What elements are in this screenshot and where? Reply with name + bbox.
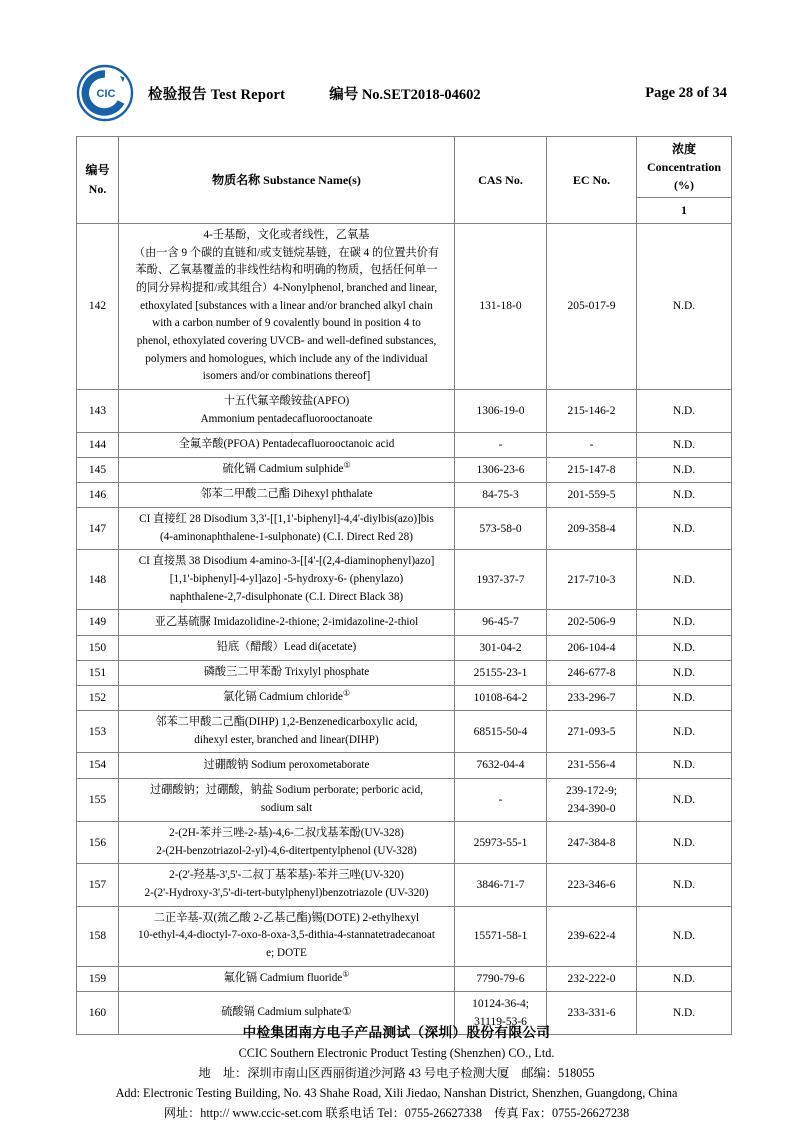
cell-concentration: N.D. [637, 821, 732, 863]
substance-name-line: CI 直接红 28 Disodium 3,3'-[[1,1'-biphenyl]-4,4'-diylbis(azo)]bis [139, 512, 434, 525]
substance-name-line: 过硼酸钠 Sodium peroxometaborate [203, 758, 370, 771]
cell-substance-name [119, 753, 455, 778]
substance-name-line: 苯酚、乙氧基覆盖的非线性结构和明确的物质，包括任何单一 [135, 264, 438, 277]
cell-substance-name [119, 778, 455, 821]
substance-name-line: 二正辛基-双(巯乙酸 2-乙基己酯)锡(DOTE) 2-ethylhexyl [153, 911, 420, 924]
column-header-name-en: Substance Name(s) [263, 172, 361, 187]
page-footer [0, 1022, 793, 1124]
cell-ec-no: 246-677-8 [547, 660, 637, 685]
cell-cas-no: 1306-19-0 [455, 390, 547, 432]
column-header-substance-name [119, 137, 455, 224]
cell-ec-no: 232-222-0 [547, 966, 637, 991]
substance-name-line: 2-(2'-羟基-3',5'-二叔丁基苯基)-苯并三唑(UV-320) [169, 869, 404, 882]
cell-no: 149 [77, 610, 119, 635]
cell-no: 148 [77, 550, 119, 610]
cell-ec-no: 201-559-5 [547, 482, 637, 507]
substance-name-line: sodium salt [260, 801, 313, 814]
cell-concentration: N.D. [637, 685, 732, 710]
cell-concentration: N.D. [637, 550, 732, 610]
table-row [77, 711, 732, 753]
ccic-logo [76, 64, 134, 122]
svg-text:CIC: CIC [96, 88, 116, 100]
cell-concentration: N.D. [637, 906, 732, 966]
cell-concentration: N.D. [637, 660, 732, 685]
cell-concentration: N.D. [637, 635, 732, 660]
substance-name-line: phenol, ethoxylated covering UVCB- and well-defined substances, [136, 335, 437, 348]
cell-substance-name [119, 390, 455, 432]
substance-name-line: e; DOTE [266, 947, 307, 960]
cell-substance-name [119, 223, 455, 389]
cell-ec-no: 215-147-8 [547, 457, 637, 482]
cell-substance-name [119, 906, 455, 966]
table-row [77, 550, 732, 610]
cell-cas-no: 10124-36-4; 31119-53-6 [455, 991, 547, 1034]
cell-substance-name [119, 966, 455, 991]
table-row [77, 685, 732, 710]
substance-name-line: (4-aminonaphthalene-1-sulphonate) (C.I. Direct Red 28) [160, 530, 413, 543]
column-header-no-cn: 编号 [85, 163, 110, 178]
cell-substance-name [119, 550, 455, 610]
cell-ec-no: 231-556-4 [547, 753, 637, 778]
cell-no: 151 [77, 660, 119, 685]
table-row [77, 482, 732, 507]
cell-cas-no: 96-45-7 [455, 610, 547, 635]
cell-ec-no: 239-172-9; 234-390-0 [547, 778, 637, 821]
substance-name-line: ethoxylated [substances with a linear and/or branched alkyl chain [140, 299, 433, 312]
substance-name-line: [1,1'-biphenyl]-4-yl]azo] -5-hydroxy-6- (phenylazo) [169, 573, 404, 586]
cell-substance-name [119, 711, 455, 753]
cell-no: 160 [77, 991, 119, 1034]
table-row [77, 864, 732, 906]
report-number-value: No.SET2018-04602 [361, 86, 481, 103]
cell-substance-name [119, 432, 455, 457]
footer-company-cn: 中检集团南方电子产品测试（深圳）股份有限公司 [242, 1025, 551, 1040]
column-header-conc-cn: 浓度 [671, 142, 696, 156]
cell-cas-no: 7790-79-6 [455, 966, 547, 991]
table-row [77, 660, 732, 685]
substance-table [76, 136, 732, 1035]
page-number: Page 28 of 34 [645, 84, 727, 101]
footer-company-en: CCIC Southern Electronic Product Testing (Shenzhen) CO., Ltd. [238, 1046, 555, 1061]
report-title-cn: 检验报告 [148, 86, 207, 103]
cell-substance-name [119, 610, 455, 635]
footer-address-en: Add: Electronic Testing Building, No. 43 Shahe Road, Xili Jiedao, Nanshan District, Shenzhen, Guangdong, China [115, 1085, 678, 1100]
footnote-marker-icon: ① [342, 969, 350, 979]
cell-no: 154 [77, 753, 119, 778]
cell-no: 152 [77, 685, 119, 710]
cell-ec-no: 233-331-6 [547, 991, 637, 1034]
cell-ec-no: 271-093-5 [547, 711, 637, 753]
table-row [77, 432, 732, 457]
cell-cas-no: 10108-64-2 [455, 685, 547, 710]
cell-no: 147 [77, 507, 119, 549]
cell-cas-no: 68515-50-4 [455, 711, 547, 753]
cell-ec-no: 247-384-8 [547, 821, 637, 863]
substance-name-line: Ammonium pentadecafluorooctanoate [200, 412, 373, 425]
table-header [77, 137, 732, 224]
substance-name-line: 的同分异构提和/或其组合）4-Nonylphenol, branched and linear, [135, 282, 438, 295]
column-subheader-sample-1: 1 [637, 198, 732, 224]
cell-no: 156 [77, 821, 119, 863]
cell-no: 144 [77, 432, 119, 457]
footnote-marker-icon: ① [342, 688, 351, 698]
cell-ec-no: 223-346-6 [547, 864, 637, 906]
substance-name-line: 硫酸镉 Cadmium sulphate① [221, 1006, 352, 1019]
cell-substance-name [119, 660, 455, 685]
page-header [76, 62, 731, 124]
cell-no: 143 [77, 390, 119, 432]
column-header-cas: CAS No. [455, 137, 547, 224]
cell-cas-no: 573-58-0 [455, 507, 547, 549]
cell-concentration: N.D. [637, 482, 732, 507]
cell-concentration: N.D. [637, 991, 732, 1034]
substance-name-line: 2-(2'-Hydroxy-3',5'-di-tert-butylphenyl)benzotriazole (UV-320) [144, 886, 429, 899]
cell-concentration: N.D. [637, 223, 732, 389]
column-header-no-en: No. [88, 181, 107, 196]
cell-concentration: N.D. [637, 457, 732, 482]
cell-no: 142 [77, 223, 119, 389]
column-header-ec: EC No. [547, 137, 637, 224]
cell-cas-no: 1306-23-6 [455, 457, 547, 482]
cell-substance-name [119, 685, 455, 710]
cell-no: 146 [77, 482, 119, 507]
substance-name-line: dihexyl ester, branched and linear(DIHP) [194, 733, 379, 746]
substance-name-line: 氯化镉 Cadmium chloride① [222, 688, 351, 704]
table-row [77, 223, 732, 389]
cell-ec-no: 206-104-4 [547, 635, 637, 660]
cell-ec-no: 217-710-3 [547, 550, 637, 610]
column-header-no [77, 137, 119, 224]
cell-ec-no: 233-296-7 [547, 685, 637, 710]
cell-concentration: N.D. [637, 778, 732, 821]
cell-cas-no: 84-75-3 [455, 482, 547, 507]
report-title [148, 83, 285, 104]
substance-name-line: 2-(2H-benzotriazol-2-yl)-4,6-ditertpentylphenol (UV-328) [156, 844, 417, 857]
substance-name-line: 硫化镉 Cadmium sulphide① [222, 460, 351, 475]
cell-concentration: N.D. [637, 864, 732, 906]
cell-no: 155 [77, 778, 119, 821]
cell-no: 150 [77, 635, 119, 660]
table-row [77, 507, 732, 549]
footnote-marker-icon: ① [343, 460, 351, 470]
table-body [77, 223, 732, 1034]
cell-no: 145 [77, 457, 119, 482]
column-header-concentration [637, 137, 732, 198]
table-row [77, 778, 732, 821]
substance-name-line: 氟化镉 Cadmium fluoride① [223, 969, 350, 984]
table-row [77, 610, 732, 635]
table-row [77, 635, 732, 660]
substance-name-line: 4-壬基酚，文化或者线性，乙氧基 [203, 228, 370, 241]
cell-cas-no: - [455, 778, 547, 821]
cell-substance-name [119, 821, 455, 863]
table-row [77, 753, 732, 778]
cell-substance-name [119, 482, 455, 507]
cell-ec-no: 239-622-4 [547, 906, 637, 966]
footer-address-cn: 地 址：深圳市南山区西丽街道沙河路 43 号电子检测大厦 邮编：518055 [198, 1066, 595, 1081]
substance-name-line: 十五代氟辛酸铵盐(APFO) [223, 395, 350, 408]
column-header-conc-en: Concentration (%) [647, 160, 721, 192]
cell-cas-no: 131-18-0 [455, 223, 547, 389]
substance-name-line: 亚乙基硫脲 Imidazolidine-2-thione; 2-imidazoline-2-thiol [154, 615, 419, 628]
cell-cas-no: 25973-55-1 [455, 821, 547, 863]
substance-name-line: 过硼酸钠；过硼酸，钠盐 Sodium perborate; perboric acid, [149, 784, 424, 797]
substance-name-line: 磷酸三二甲苯酚 Trixylyl phosphate [203, 665, 370, 678]
report-number [329, 83, 480, 104]
report-title-en: Test Report [210, 86, 286, 103]
table-header-row [77, 137, 732, 198]
cell-ec-no: 205-017-9 [547, 223, 637, 389]
cell-substance-name [119, 864, 455, 906]
cell-substance-name [119, 635, 455, 660]
substance-name-line: （由一含 9 个碳的直链和/或支链烷基链，在碳 4 的位置共价有 [133, 246, 440, 259]
cell-ec-no: - [547, 432, 637, 457]
cell-concentration: N.D. [637, 390, 732, 432]
cell-ec-no: 209-358-4 [547, 507, 637, 549]
substance-name-line: isomers and/or combinations thereof] [202, 370, 371, 383]
report-number-label: 编号 [329, 86, 359, 103]
cell-cas-no: 25155-23-1 [455, 660, 547, 685]
cell-no: 157 [77, 864, 119, 906]
cell-concentration: N.D. [637, 711, 732, 753]
substance-name-line: 2-(2H-苯并三唑-2-基)-4,6-二叔戊基苯酚(UV-328) [169, 826, 404, 839]
cell-cas-no: 301-04-2 [455, 635, 547, 660]
substance-name-line: 邻苯二甲酸二己酯(DIHP) 1,2-Benzenedicarboxylic acid, [155, 716, 418, 729]
cell-cas-no: 7632-04-4 [455, 753, 547, 778]
cell-substance-name [119, 457, 455, 482]
table-row [77, 966, 732, 991]
table-row [77, 906, 732, 966]
cell-cas-no: - [455, 432, 547, 457]
substance-name-line: 邻苯二甲酸二己酯 Dihexyl phthalate [200, 488, 373, 501]
substance-name-line: 铅底（醋酸）Lead di(acetate) [216, 640, 357, 653]
substance-name-line: CI 直接黑 38 Disodium 4-amino-3-[[4'-[(2,4-diaminophenyl)azo] [138, 555, 435, 568]
cell-concentration: N.D. [637, 753, 732, 778]
cell-concentration: N.D. [637, 610, 732, 635]
cell-cas-no: 15571-58-1 [455, 906, 547, 966]
cell-no: 159 [77, 966, 119, 991]
cell-ec-no: 202-506-9 [547, 610, 637, 635]
cell-no: 153 [77, 711, 119, 753]
substance-name-line: with a carbon number of 9 covalently bound in position 4 to [152, 317, 421, 330]
cell-ec-no: 215-146-2 [547, 390, 637, 432]
cell-no: 158 [77, 906, 119, 966]
cell-concentration: N.D. [637, 507, 732, 549]
table-row [77, 821, 732, 863]
table-row [77, 457, 732, 482]
substance-name-line: 全氟辛酸(PFOA) Pentadecafluorooctanoic acid [178, 437, 395, 450]
substance-name-line: 10-ethyl-4,4-dioctyl-7-oxo-8-oxa-3,5-dithia-4-stannatetradecanoat [138, 929, 435, 942]
substance-name-line: polymers and homologues, which include any of the individual [145, 352, 428, 365]
cell-cas-no: 1937-37-7 [455, 550, 547, 610]
cell-concentration: N.D. [637, 966, 732, 991]
footer-contact: 网址：http:// www.ccic-set.com 联系电话 Tel：0755-26627338 传真 Fax：0755-26627238 [163, 1105, 630, 1120]
substance-name-line: naphthalene-2,7-disulphonate (C.I. Direct Black 38) [169, 590, 404, 603]
cell-concentration: N.D. [637, 432, 732, 457]
cell-substance-name [119, 507, 455, 549]
table-row [77, 390, 732, 432]
ccic-logo-icon [76, 64, 134, 122]
column-header-name-cn: 物质名称 [212, 172, 261, 187]
cell-cas-no: 3846-71-7 [455, 864, 547, 906]
